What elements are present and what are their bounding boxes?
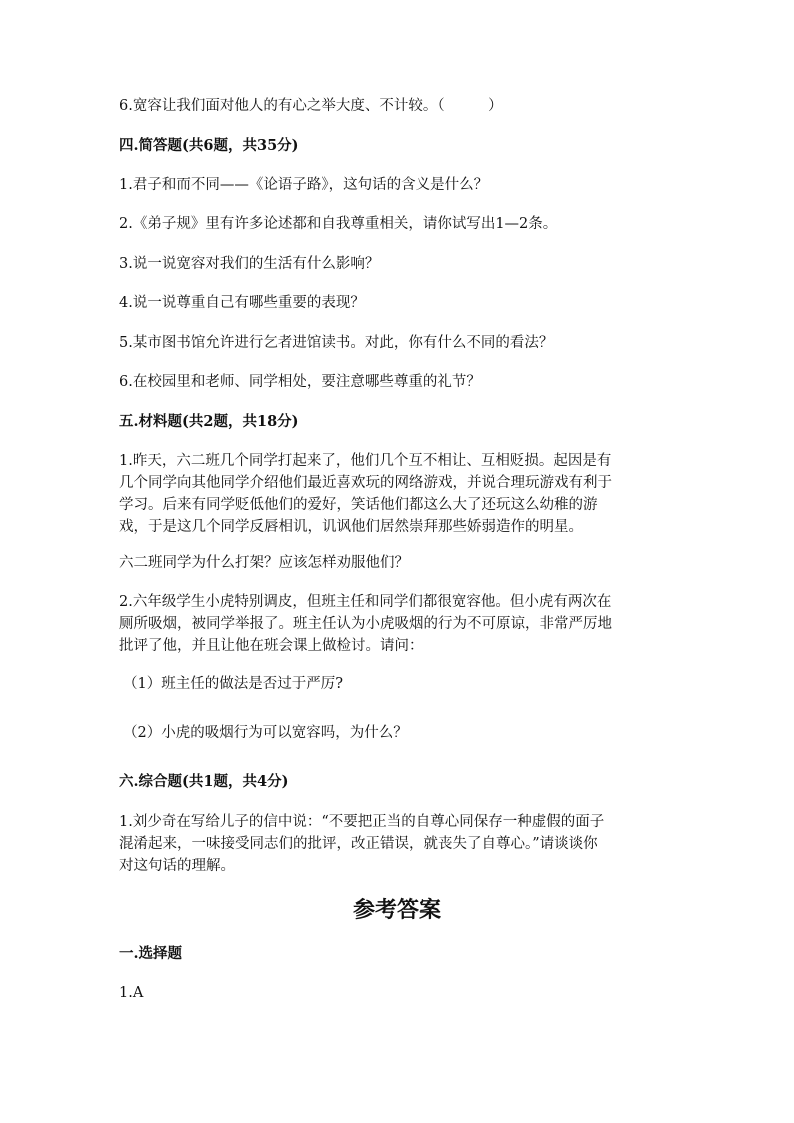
material-question-1-line: 戏，于是这几个同学反唇相讥，讥讽他们居然崇拜那些娇弱造作的明星。 <box>119 519 583 535</box>
section-heading-material: 五.材料题(共2题，共18分) <box>119 413 299 430</box>
material-question-2 <box>119 591 679 657</box>
material-question-2-line: 2.六年级学生小虎特别调皮，但班主任和同学们都很宽容他。但小虎有两次在 <box>119 594 612 610</box>
answer-section-heading-choice: 一.选择题 <box>119 945 183 962</box>
comprehensive-question-1 <box>119 811 679 877</box>
material-question-1-line: 几个同学向其他同学介绍他们最近喜欢玩的网络游戏，并说合理玩游戏有利于 <box>119 475 612 491</box>
short-answer-question-3: 3.说一说宽容对我们的生活有什么影响？ <box>119 256 380 272</box>
material-question-1-line: 1.昨天，六二班几个同学打起来了，他们几个互不相让、互相贬损。起因是有 <box>119 453 612 469</box>
true-false-question-6: 6.宽容让我们面对他人的有心之举大度、不计较。（ ） <box>119 98 503 114</box>
comprehensive-question-1-line: 1.刘少奇在写给儿子的信中说：“不要把正当的自尊心同保存一种虚假的面子 <box>119 814 605 830</box>
answer-item-1: 1.A <box>119 985 144 1001</box>
answer-key-title: 参考答案 <box>352 897 441 923</box>
comprehensive-question-1-line: 对这句话的理解。 <box>119 858 235 874</box>
material-question-1-prompt: 六二班同学为什么打架？应该怎样劝服他们？ <box>119 555 409 571</box>
material-question-2-sub-2: （2）小虎的吸烟行为可以宽容吗，为什么？ <box>123 725 408 741</box>
short-answer-question-2: 2.《弟子规》里有许多论述都和自我尊重相关，请你试写出1—2条。 <box>119 216 558 232</box>
section-heading-short-answer: 四.简答题(共6题，共35分) <box>119 137 299 154</box>
short-answer-question-5: 5.某市图书馆允许进行乞者进馆读书。对此，你有什么不同的看法？ <box>119 335 554 351</box>
short-answer-question-6: 6.在校园里和老师、同学相处，要注意哪些尊重的礼节？ <box>119 374 481 390</box>
comprehensive-question-1-line: 混淆起来，一味接受同志们的批评，改正错误，就丧失了自尊心。”请谈谈你 <box>119 836 598 852</box>
material-question-2-line: 批评了他，并且让他在班会课上做检讨。请问： <box>119 638 424 654</box>
material-question-1 <box>119 450 679 538</box>
short-answer-question-1: 1.君子和而不同——《论语子路》，这句话的含义是什么？ <box>119 177 489 193</box>
section-heading-comprehensive: 六.综合题(共1题，共4分) <box>119 773 289 790</box>
material-question-2-line: 厕所吸烟，被同学举报了。班主任认为小虎吸烟的行为不可原谅，非常严厉地 <box>119 616 612 632</box>
short-answer-question-4: 4.说一说尊重自己有哪些重要的表现？ <box>119 295 365 311</box>
material-question-1-line: 学习。后来有同学贬低他们的爱好，笑话他们都这么大了还玩这么幼稚的游 <box>119 497 598 513</box>
material-question-2-sub-1: （1）班主任的做法是否过于严厉? <box>123 676 343 692</box>
